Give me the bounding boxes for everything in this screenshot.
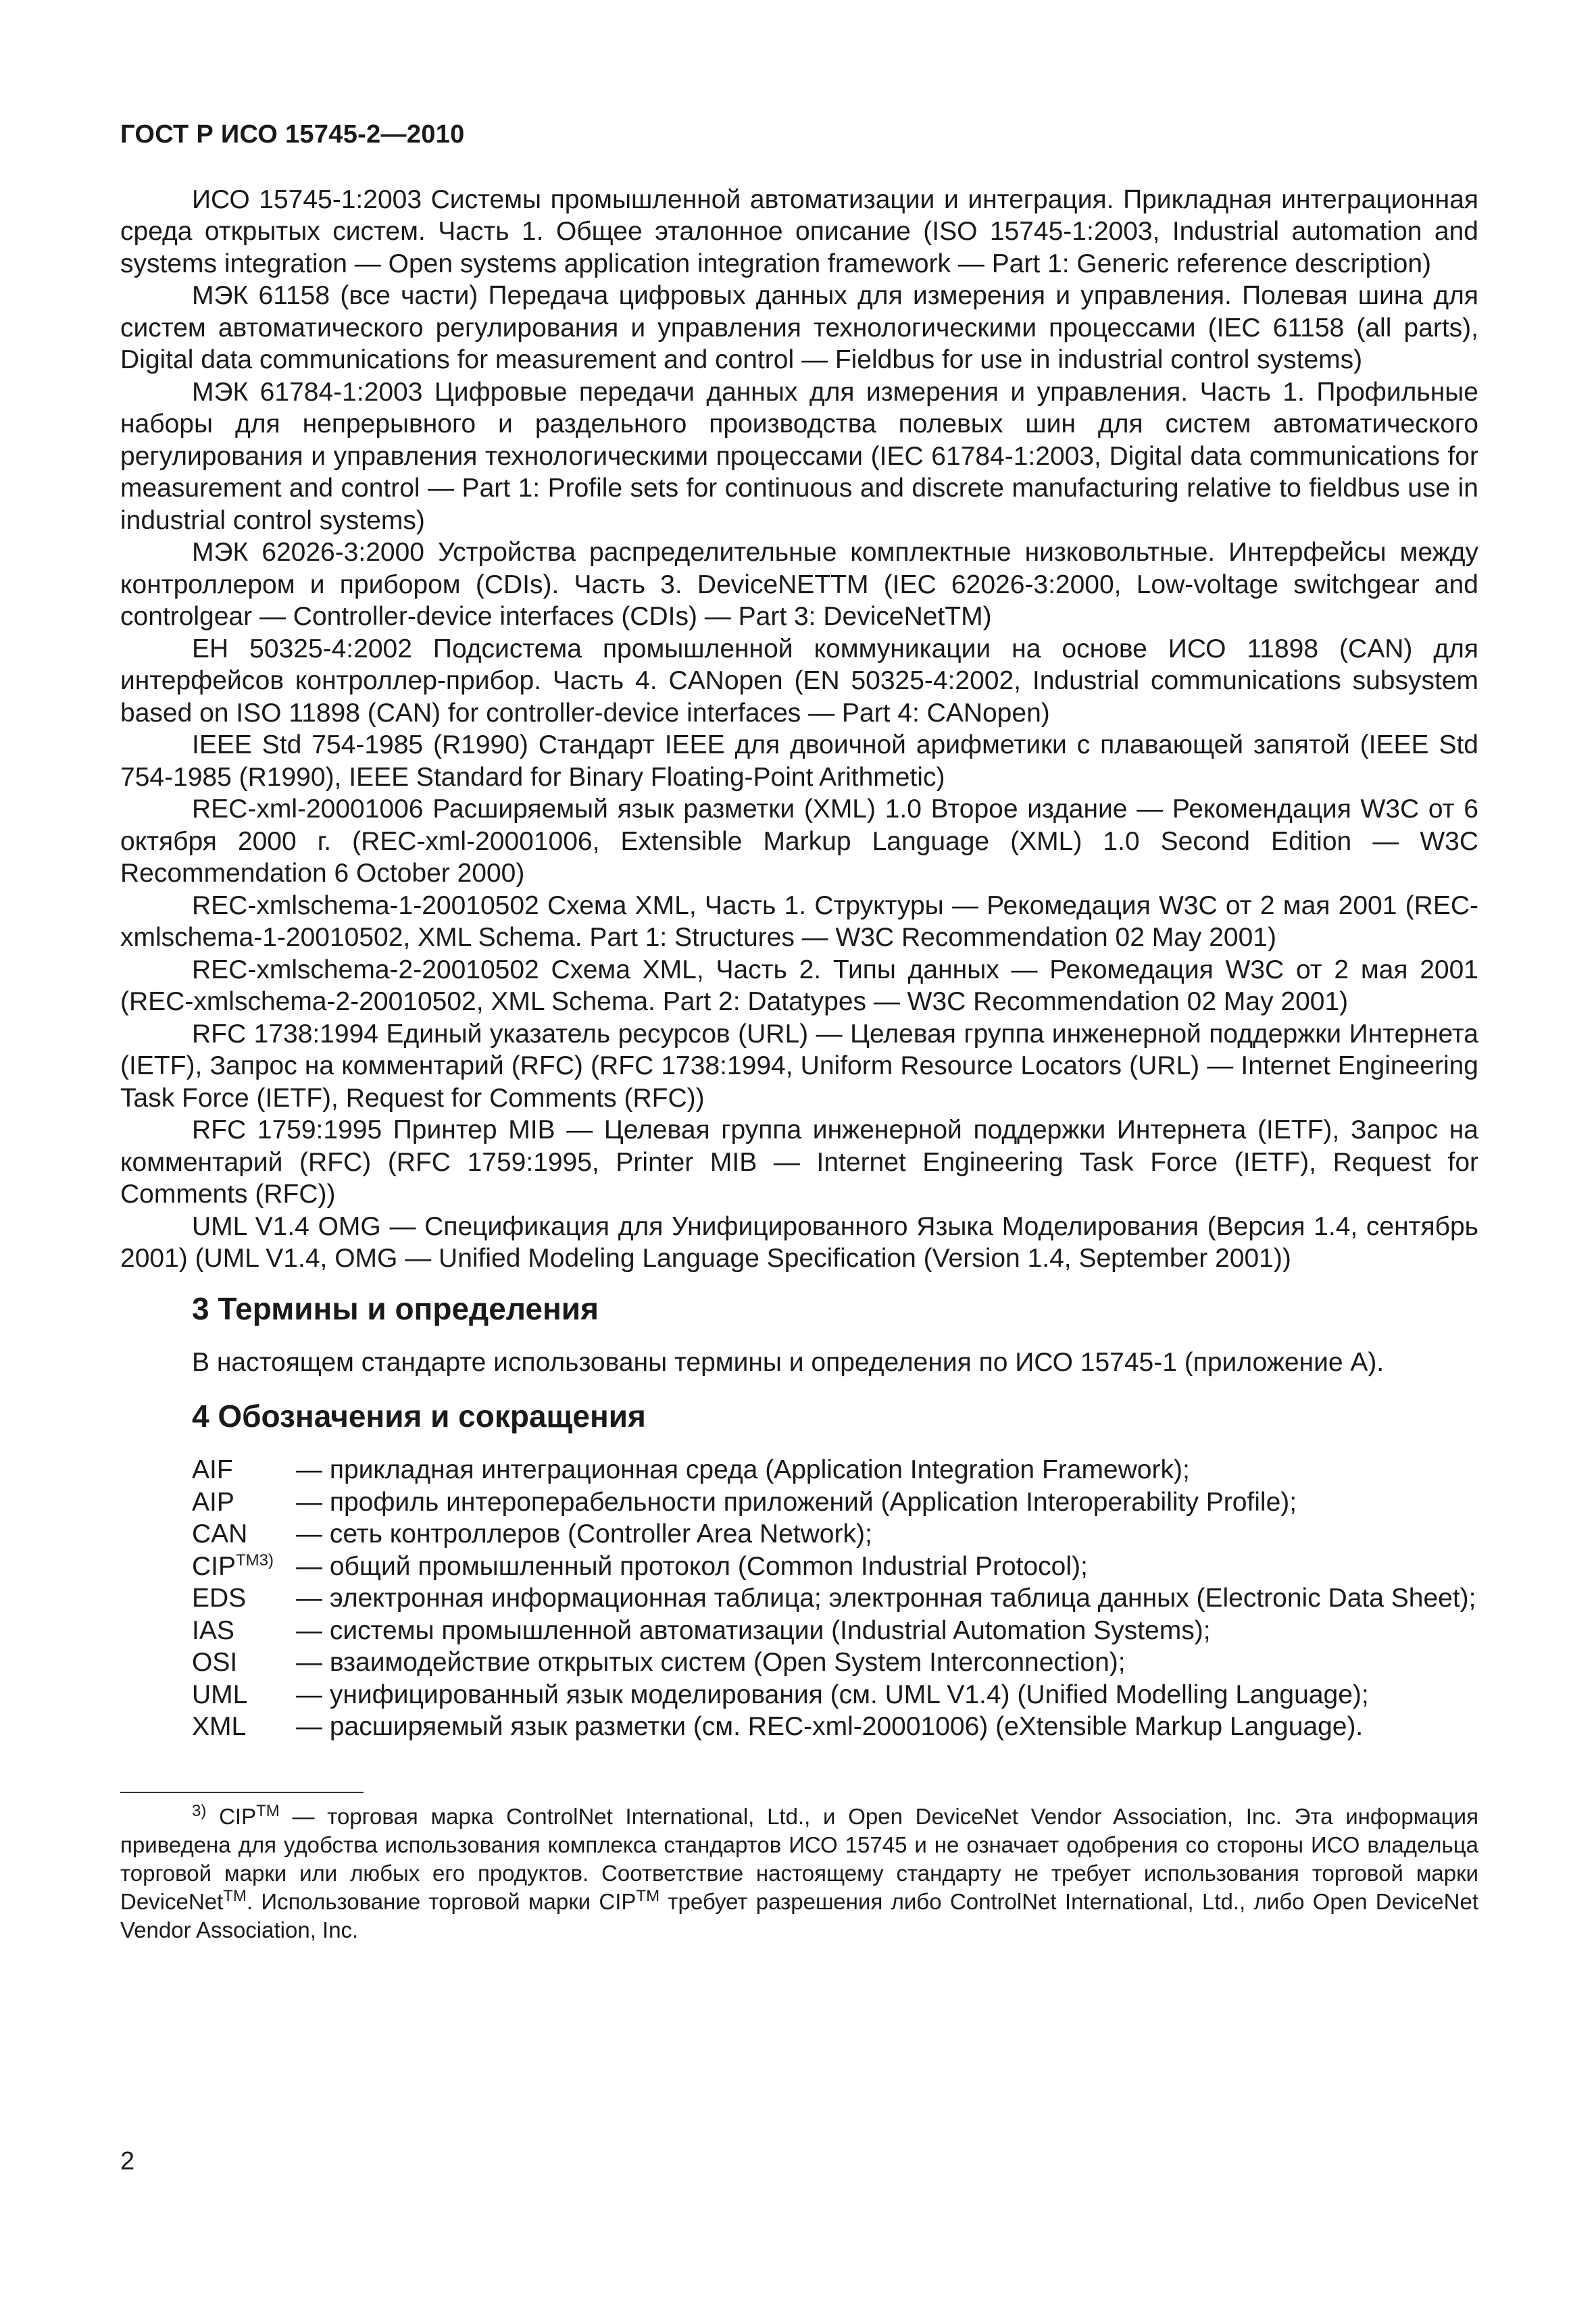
reference-item: REC-xmlschema-1-20010502 Схема XML, Часть 1. Структуры — Рекомедация W3C от 2 мая 2001 (REC-xmlschema-1-20010502, XML Schema. Part 1: Structures — W3C Recommendation 02 May 2001) [120, 890, 1478, 952]
reference-item: ИСО 15745-1:2003 Системы промышленной автоматизации и интеграция. Прикладная интеграционная среда открытых систем. Часть 1. Общее эталонное описание (ISO 15745-1:2003, Industrial automation and systems integration — Open systems application integration framework — Part 1: Generic reference description) [120, 184, 1478, 278]
abbreviation-row [192, 1582, 1476, 1615]
abbreviation-code: IAS [192, 1615, 234, 1645]
abbreviation-code: UML [192, 1680, 248, 1709]
reference-item: RFC 1738:1994 Единый указатель ресурсов (URL) — Целевая группа инженерной поддержки Интернета (IETF), Запрос на комментарий (RFC) (RFC 1738:1994, Uniform Resource Locators (URL) — Internet Engineering Task Force (IETF), Request for Comments (RFC)) [120, 1019, 1478, 1113]
abbreviation-row [192, 1615, 1476, 1647]
reference-item: REC-xmlschema-2-20010502 Схема XML, Часть 2. Типы данных — Рекомедация W3C от 2 мая 2001 (REC-xmlschema-2-20010502, XML Schema. Part 2: Datatypes — W3C Recommendation 02 May 2001) [120, 955, 1478, 1016]
normative-references [120, 184, 1478, 1275]
abbreviation-description: — системы промышленной автоматизации (Industrial Automation Systems); [296, 1615, 1211, 1645]
section-3-text: В настоящем стандарте использованы термины и определения по ИСО 15745-1 (приложение А). [192, 1347, 1385, 1377]
reference-item: IEEE Std 754-1985 (R1990) Стандарт IEEE для двоичной арифметики с плавающей запятой (IEEE Std 754-1985 (R1990), IEEE Standard for Binary Floating-Point Arithmetic) [120, 730, 1478, 792]
abbreviation-row [192, 1679, 1476, 1711]
abbreviation-row [192, 1454, 1476, 1486]
abbreviation-description: — взаимодействие открытых систем (Open System Interconnection); [296, 1648, 1126, 1677]
reference-item: МЭК 61784-1:2003 Цифровые передачи данных для измерения и управления. Часть 1. Профильные наборы для непрерывного и раздельного производства полевых шин для систем автоматического регулирования и управления технологическими процессами (IEC 61784-1:2003, Digital data communications for measurement and control — Part 1: Profile sets for continuous and discrete manufacturing relative to fieldbus use in industrial control systems) [120, 377, 1478, 535]
footnote-reference: TM3) [236, 1551, 274, 1569]
abbreviations-table [192, 1454, 1476, 1743]
abbreviation-code: EDS [192, 1584, 247, 1613]
abbreviation-description: — прикладная интеграционная среда (Application Integration Framework); [296, 1455, 1190, 1484]
abbreviation-row [192, 1518, 1476, 1551]
abbreviation-code: AIP [192, 1487, 234, 1517]
reference-item: МЭК 61158 (все части) Передача цифровых данных для измерения и управления. Полевая шина для систем автоматического регулирования и управления технологическими процессами (IEC 61158 (all parts), Digital data communications for measurement and control — Fieldbus for use in industrial control systems) [120, 281, 1478, 374]
footnote: $^{3)}$ CIP™ — торговая марка ControlNet International, Ltd., и Open DeviceNet Vendor Association, Inc. Эта информация приведена для удобства использования комплекса стандартов ИСО 15745 и не означает одобрения со стороны ИСО владельца торговой марки или любых его продуктов. Соответствие настоящему стандарту не требует использования торговой марки DeviceNet™. Использование торговой марки CIP™ требует разрешения либо ControlNet International, Ltd., либо Open DeviceNet Vendor Association, Inc. [120, 1801, 1478, 1942]
reference-item: МЭК 62026-3:2000 Устройства распределительные комплектные низковольтные. Интерфейсы между контроллером и прибором (CDIs). Часть 3. DeviceNETTM (IEC 62026-3:2000, Low-voltage switchgear and controlgear — Controller-device interfaces (CDIs) — Part 3: DeviceNetTM) [120, 538, 1478, 631]
reference-item: RFC 1759:1995 Принтер MIB — Целевая группа инженерной поддержки Интернета (IETF), Запрос на комментарий (RFC) (RFC 1759:1995, Printer MIB — Internet Engineering Task Force (IETF), Request for Comments (RFC)) [120, 1115, 1478, 1209]
abbreviation-row [192, 1551, 1476, 1583]
abbreviation-row [192, 1646, 1476, 1679]
abbreviation-code: XML [192, 1712, 247, 1741]
reference-item: ЕН 50325-4:2002 Подсистема промышленной коммуникации на основе ИСО 11898 (CAN) для интерфейсов контроллер-прибор. Часть 4. CANopen (EN 50325-4:2002, Industrial communications subsystem based on ISO 11898 (CAN) for controller-device interfaces — Part 4: CANopen) [120, 634, 1478, 728]
footnote-divider [120, 1792, 364, 1793]
abbreviation-description: — профиль интероперабельности приложений (Application Interoperability Profile); [296, 1487, 1297, 1517]
document-header: ГОСТ Р ИСО 15745-2—2010 [120, 120, 465, 149]
abbreviation-description: — расширяемый язык разметки (см. REC-xml-20001006) (eXtensible Markup Language). [296, 1712, 1364, 1741]
reference-item: REC-xml-20001006 Расширяемый язык разметки (XML) 1.0 Второе издание — Рекомендация W3C от 6 октября 2000 г. (REC-xml-20001006, Extensible Markup Language (XML) 1.0 Second Edition — W3C Recommendation 6 October 2000) [120, 795, 1478, 888]
abbreviation-description: — общий промышленный протокол (Common Industrial Protocol); [296, 1551, 1088, 1581]
abbreviation-code: $CIP^{TM3)}$ [192, 1551, 274, 1581]
footnote-marker: 3) [192, 1801, 207, 1820]
abbreviation-code: CAN [192, 1519, 248, 1549]
abbreviation-description: — сеть контроллеров (Controller Area Network); [296, 1519, 872, 1549]
page-number: 2 [120, 2147, 135, 2175]
abbreviation-description: — унифицированный язык моделирования (см. UML V1.4) (Unified Modelling Language); [296, 1680, 1369, 1709]
abbreviation-code: OSI [192, 1648, 238, 1677]
document-page [120, 119, 1478, 1944]
abbreviation-description: — электронная информационная таблица; электронная таблица данных (Electronic Data Sheet); [296, 1584, 1476, 1613]
abbreviation-code: AIF [192, 1455, 233, 1484]
abbreviation-row [192, 1486, 1476, 1519]
section-4-heading: 4 Обозначения и сокращения [192, 1399, 646, 1434]
reference-item: UML V1.4 OMG — Спецификация для Унифицированного Языка Моделирования (Версия 1.4, сентябрь 2001) (UML V1.4, OMG — Unified Modeling Language Specification (Version 1.4, September 2001)) [120, 1211, 1478, 1273]
abbreviation-row [192, 1711, 1476, 1743]
section-3-heading: 3 Термины и определения [192, 1290, 599, 1326]
